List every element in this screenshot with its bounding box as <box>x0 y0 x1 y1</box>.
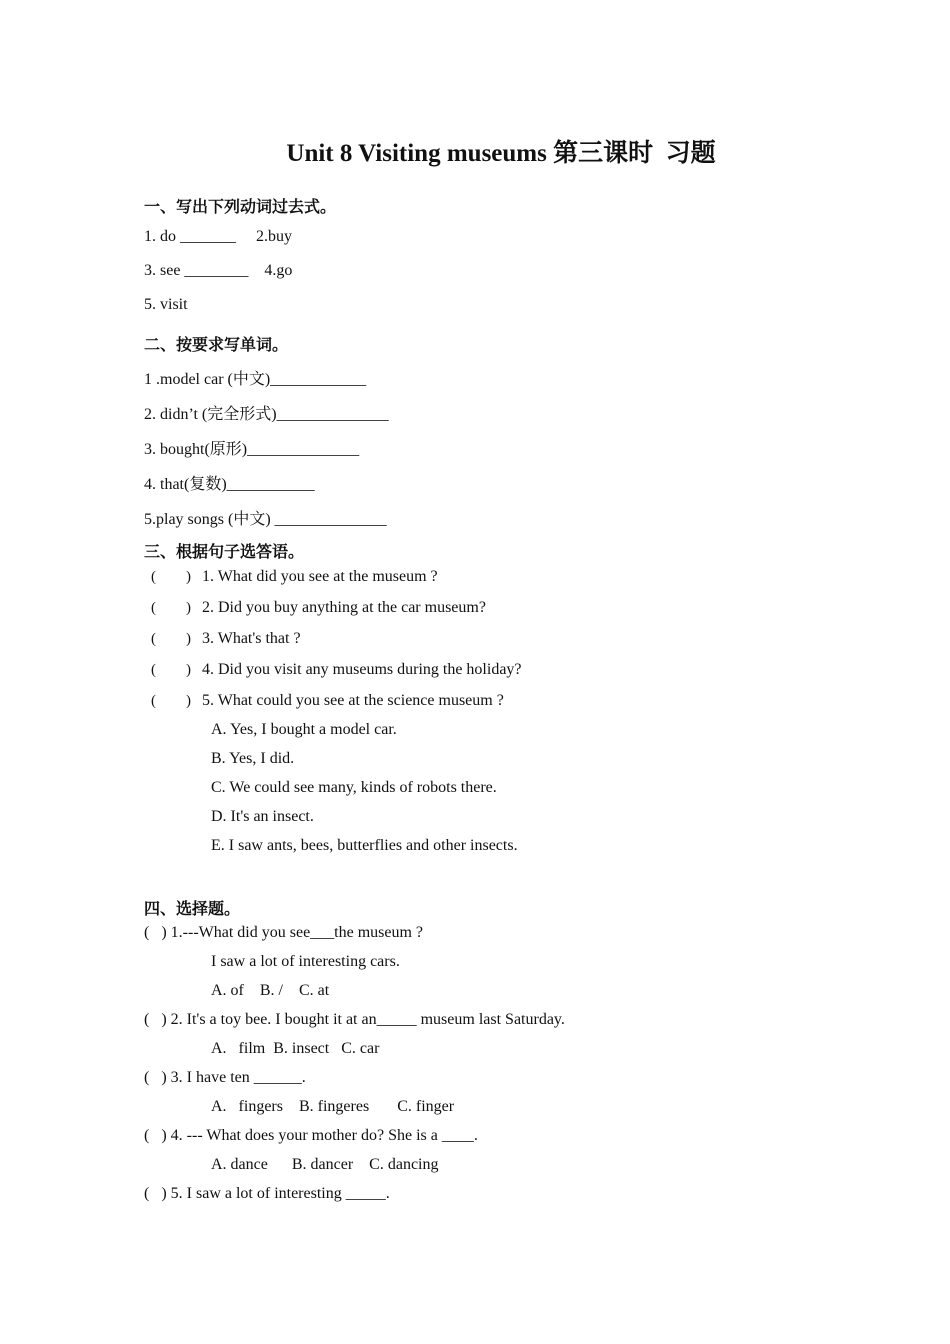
section-4-options: A. of B. / C. at <box>211 982 330 999</box>
answer-paren: ( ) <box>151 569 191 585</box>
section-3-heading: 三、根据句子选答语。 <box>144 544 305 561</box>
section-4-options: A. dance B. dancer C. dancing <box>211 1156 439 1173</box>
answer-paren: ( ) <box>151 662 191 678</box>
answer-paren: ( ) <box>151 600 191 616</box>
section-3-option: C. We could see many, kinds of robots there. <box>211 779 497 796</box>
section-4-options: A. film B. insect C. car <box>211 1040 380 1057</box>
section-2-line: 4. that(复数)___________ <box>144 476 315 493</box>
section-2-line: 1 .model car (中文)____________ <box>144 371 367 388</box>
section-4-answer: I saw a lot of interesting cars. <box>211 953 400 970</box>
section-2-heading: 二、按要求写单词。 <box>144 337 289 354</box>
section-1-heading: 一、写出下列动词过去式。 <box>144 199 337 216</box>
section-4-question: ( ) 3. I have ten ______. <box>144 1069 306 1086</box>
section-2-line: 2. didn’t (完全形式)______________ <box>144 406 389 423</box>
section-3-option: D. It's an insect. <box>211 808 314 825</box>
page-title: Unit 8 Visiting museums 第三课时 习题 <box>286 140 716 167</box>
answer-paren: ( ) <box>151 631 191 647</box>
section-3-option: B. Yes, I did. <box>211 750 295 767</box>
section-4-options: A. fingers B. fingeres C. finger <box>211 1098 455 1115</box>
section-2-line: 5.play songs (中文) ______________ <box>144 511 387 528</box>
section-1-line: 3. see ________ 4.go <box>144 262 293 279</box>
section-3-question: 4. Did you visit any museums during the holiday? <box>202 661 522 678</box>
section-4-heading: 四、选择题。 <box>144 901 241 918</box>
section-4-question: ( ) 4. --- What does your mother do? She is a ____. <box>144 1127 478 1144</box>
section-4-question: ( ) 5. I saw a lot of interesting _____. <box>144 1185 390 1202</box>
section-3-option: A. Yes, I bought a model car. <box>211 721 397 738</box>
section-3-option: E. I saw ants, bees, butterflies and other insects. <box>211 837 518 854</box>
section-4-question: ( ) 2. It's a toy bee. I bought it at an_____ museum last Saturday. <box>144 1011 565 1028</box>
answer-paren: ( ) <box>151 693 191 709</box>
section-3-question: 1. What did you see at the museum ? <box>202 568 438 585</box>
section-3-question: 5. What could you see at the science museum ? <box>202 692 504 709</box>
section-2-line: 3. bought(原形)______________ <box>144 441 360 458</box>
section-4-question: ( ) 1.---What did you see___the museum ? <box>144 924 424 941</box>
section-1-line: 5. visit <box>144 296 188 313</box>
section-3-question: 2. Did you buy anything at the car museum? <box>202 599 486 616</box>
section-1-line: 1. do _______ 2.buy <box>144 228 292 245</box>
section-3-question: 3. What's that ? <box>202 630 301 647</box>
